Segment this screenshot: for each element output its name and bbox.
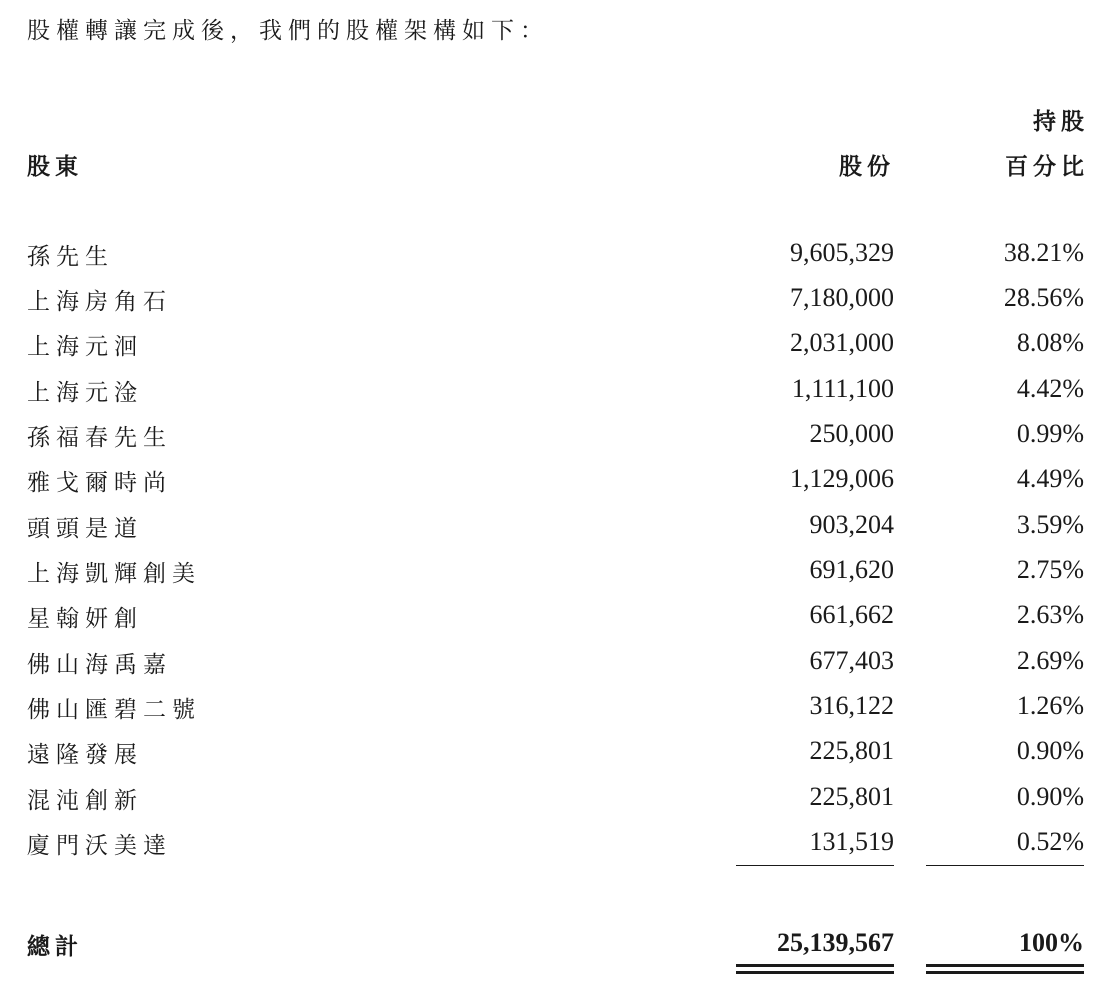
table-row	[27, 736, 1087, 776]
total-double-rule-percentage-top	[926, 964, 1084, 967]
percentage-value: 0.90%	[1016, 782, 1084, 811]
shareholder-name: 上海元洄	[27, 334, 143, 360]
subtotal-rule-shares	[736, 865, 894, 866]
shares-value: 131,519	[809, 827, 894, 856]
shareholder-name: 佛山匯碧二號	[27, 697, 201, 723]
shares-value: 316,122	[809, 691, 894, 720]
table-row	[27, 464, 1087, 504]
total-double-rule-shares-bottom	[736, 971, 894, 974]
shares-value: 661,662	[809, 600, 894, 629]
table-row	[27, 827, 1087, 867]
table-row	[27, 691, 1087, 731]
table-row	[27, 782, 1087, 822]
percentage-value: 2.75%	[1016, 555, 1084, 584]
shareholder-name: 雅戈爾時尚	[27, 470, 172, 496]
percentage-value: 0.90%	[1016, 736, 1084, 765]
header-percentage-line2: 百分比	[1005, 154, 1089, 180]
shares-value: 225,801	[809, 782, 894, 811]
shares-value: 677,403	[809, 646, 894, 675]
shares-value: 225,801	[809, 736, 894, 765]
shareholder-name: 遠隆發展	[27, 742, 143, 768]
percentage-value: 4.49%	[1016, 464, 1084, 493]
percentage-value: 2.63%	[1016, 600, 1084, 629]
shares-value: 250,000	[809, 419, 894, 448]
table-row	[27, 374, 1087, 414]
shareholder-name: 廈門沃美達	[27, 833, 172, 859]
shareholder-name: 上海房角石	[27, 289, 172, 315]
header-shareholder: 股東	[27, 154, 83, 180]
shares-value: 2,031,000	[790, 328, 894, 357]
percentage-value: 4.42%	[1016, 374, 1084, 403]
percentage-value: 2.69%	[1016, 646, 1084, 675]
table-row	[27, 646, 1087, 686]
table-row	[27, 328, 1087, 368]
shareholder-name: 星翰妍創	[27, 606, 143, 632]
total-double-rule-percentage-bottom	[926, 971, 1084, 974]
table-row	[27, 283, 1087, 323]
intro-text: 股權轉讓完成後，我們的股權架構如下：	[27, 18, 549, 44]
percentage-value: 1.26%	[1016, 691, 1084, 720]
table-row	[27, 600, 1087, 640]
percentage-value: 0.99%	[1016, 419, 1084, 448]
shares-value: 1,129,006	[790, 464, 894, 493]
shares-value: 1,111,100	[791, 374, 894, 403]
shareholder-name: 混沌創新	[27, 788, 143, 814]
shareholder-name: 頭頭是道	[27, 516, 143, 542]
total-percentage: 100%	[1019, 928, 1084, 957]
table-row	[27, 555, 1087, 595]
header-shares: 股份	[839, 154, 895, 180]
percentage-value: 8.08%	[1016, 328, 1084, 357]
percentage-value: 28.56%	[1003, 283, 1084, 312]
percentage-value: 38.21%	[1003, 238, 1084, 267]
shareholder-name: 上海凱輝創美	[27, 561, 201, 587]
percentage-value: 0.52%	[1016, 827, 1084, 856]
shareholder-name: 上海元淦	[27, 380, 143, 406]
total-label: 總計	[27, 934, 83, 960]
subtotal-rule-percentage	[926, 865, 1084, 866]
percentage-value: 3.59%	[1016, 510, 1084, 539]
shareholder-name: 孫先生	[27, 244, 114, 270]
table-row	[27, 510, 1087, 550]
shares-value: 903,204	[809, 510, 894, 539]
header-percentage-line1: 持股	[1033, 109, 1089, 135]
total-shares: 25,139,567	[777, 928, 894, 957]
total-double-rule-shares-top	[736, 964, 894, 967]
shares-value: 9,605,329	[790, 238, 894, 267]
shareholder-name: 佛山海禹嘉	[27, 652, 172, 678]
table-row	[27, 238, 1087, 278]
shareholder-name: 孫福春先生	[27, 425, 172, 451]
shares-value: 691,620	[809, 555, 894, 584]
shares-value: 7,180,000	[790, 283, 894, 312]
table-row	[27, 419, 1087, 459]
